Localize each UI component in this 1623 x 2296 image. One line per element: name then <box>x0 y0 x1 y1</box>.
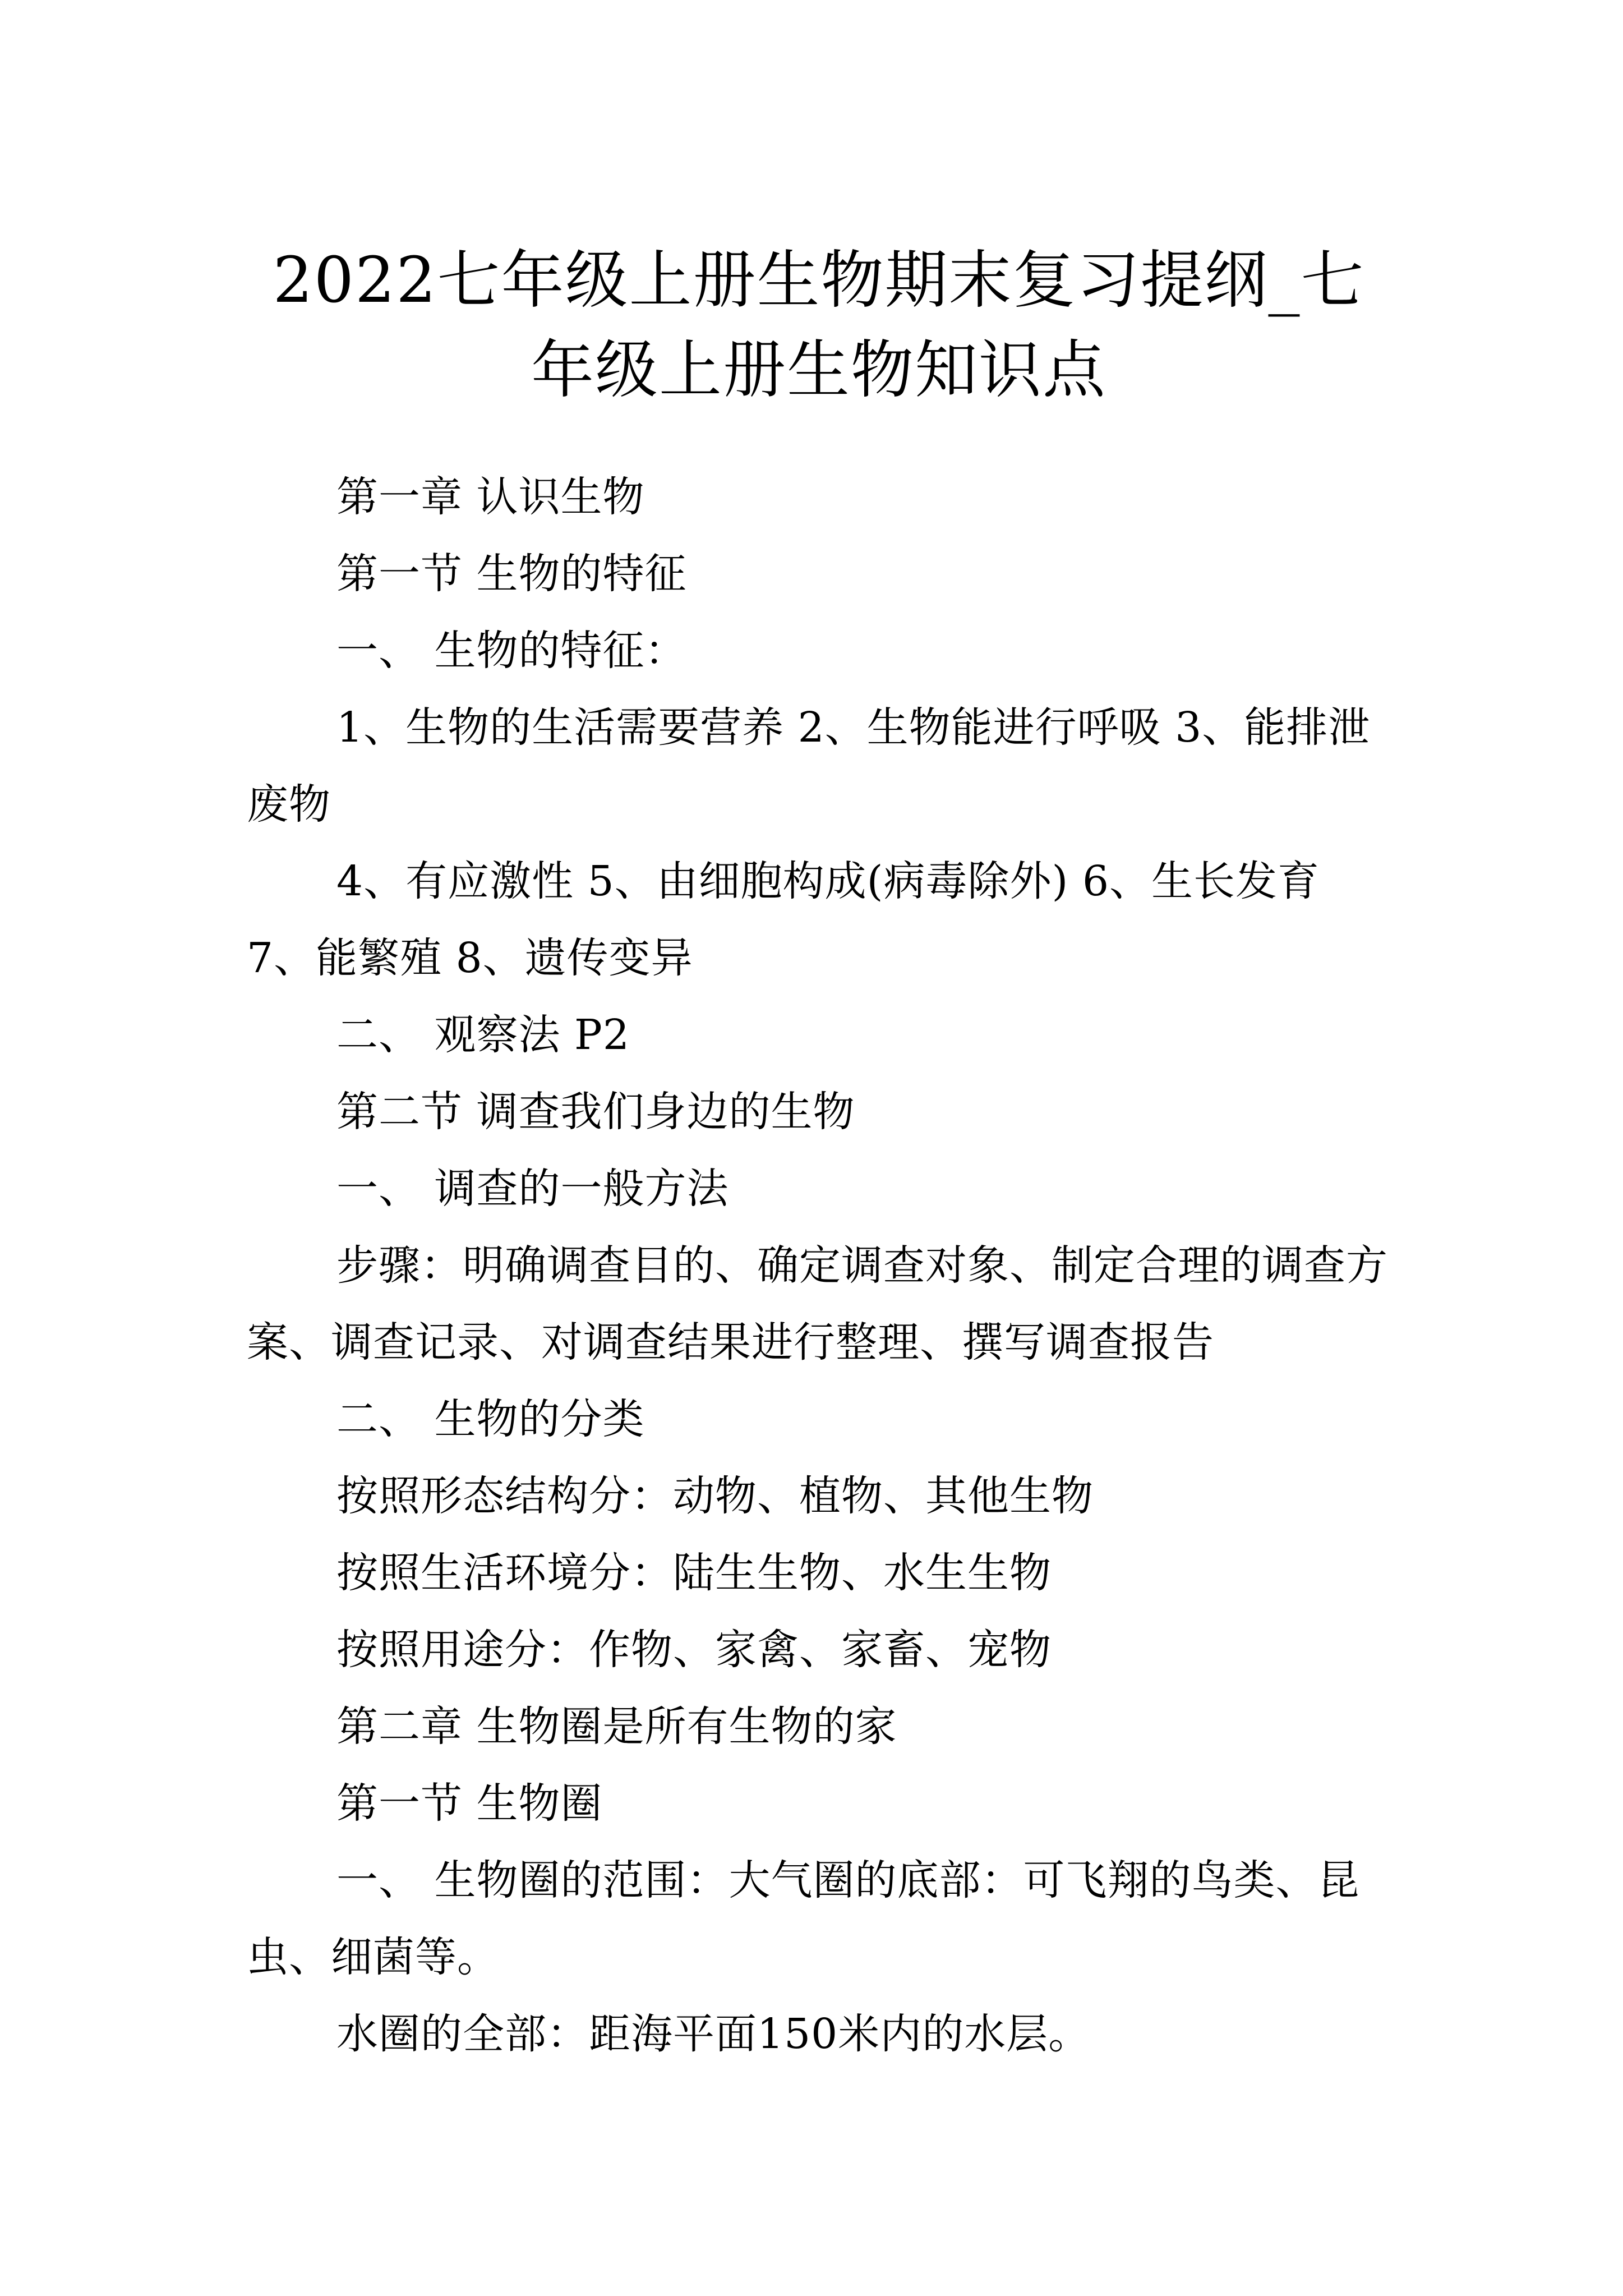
paragraph: 一、 生物的特征： <box>336 627 687 675</box>
paragraph: 一、 生物圈的范围：大气圈的底部：可飞翔的鸟类、昆虫、细菌等。 <box>247 1856 1360 1981</box>
paragraph: 第一章 认识生物 <box>336 473 645 521</box>
document-title: 2022七年级上册生物期末复习提纲_七年级上册生物知识点 <box>273 244 1365 407</box>
paragraph: 水圈的全部：距海平面150米内的水层。 <box>336 2010 1091 2058</box>
document-body <box>247 459 1391 2073</box>
paragraph: 按照用途分：作物、家禽、家畜、宠物 <box>336 1626 1052 1674</box>
paragraph: 按照形态结构分：动物、植物、其他生物 <box>336 1472 1094 1520</box>
paragraph: 步骤：明确调查目的、确定调查对象、制定合理的调查方案、调查记录、对调查结果进行整理、撰写调查报告 <box>247 1241 1388 1366</box>
paragraph: 第一节 生物的特征 <box>336 550 687 598</box>
paragraph: 第二章 生物圈是所有生物的家 <box>336 1703 897 1751</box>
paragraph: 二、 观察法 P2 <box>336 1011 630 1059</box>
paragraph: 一、 调查的一般方法 <box>336 1165 729 1213</box>
paragraph: 第一节 生物圈 <box>336 1779 603 1828</box>
paragraph: 按照生活环境分：陆生生物、水生生物 <box>336 1549 1052 1597</box>
paragraph: 第二节 调查我们身边的生物 <box>336 1088 855 1136</box>
paragraph: 1、生物的生活需要营养 2、生物能进行呼吸 3、能排泄废物 <box>247 703 1371 829</box>
paragraph: 4、有应激性 5、由细胞构成(病毒除外) 6、生长发育 7、能繁殖 8、遗传变异 <box>247 857 1320 982</box>
paragraph: 二、 生物的分类 <box>336 1395 645 1443</box>
